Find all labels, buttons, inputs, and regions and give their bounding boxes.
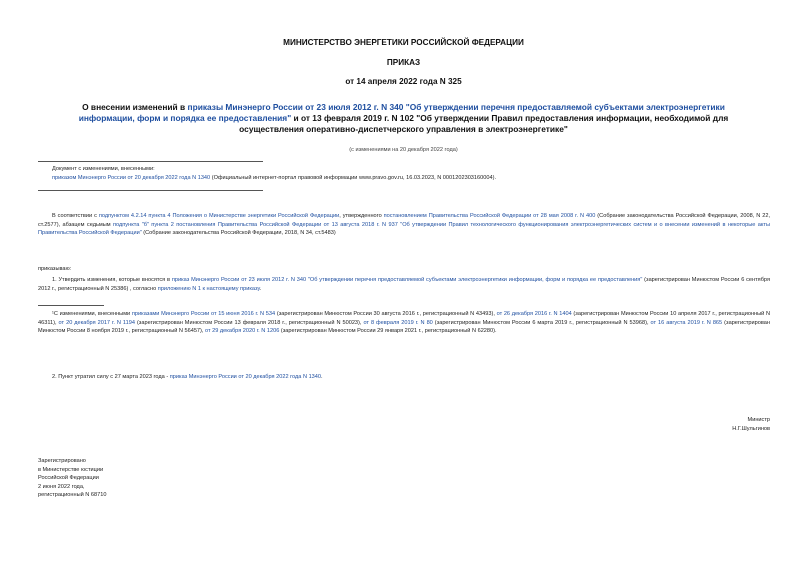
title-text-1: О внесении изменений в	[82, 102, 188, 112]
item-1-text-3: .	[259, 285, 262, 292]
doc-date-heading: от 14 апреля 2022 года N 325	[345, 77, 462, 86]
item-1-text-1: 1. Утвердить изменения, которые вносятся в	[52, 277, 172, 283]
doc-changes-label: Документ с изменениями, внесенными:	[52, 166, 155, 172]
document-title	[55, 102, 752, 135]
item-1-paragraph	[38, 276, 770, 293]
doc-changes-link[interactable]: приказом Минэнерго России от 20 декабря 2022 года N 1340	[52, 174, 211, 181]
item-1-link-appendix[interactable]: приложению N 1 к настоящему приказу	[157, 285, 260, 292]
title-text-2: и от 13 февраля 2019 г. N 102 "Об утверждении Правил предоставления информации, необходимой для осуществления оперативно-диспетчерского управления в электроэнергетике"	[239, 113, 729, 134]
preamble-link-3[interactable]: подпункта "б" пункта 2 постановления Правительства Российской Федерации от 13 августа 2018 г. N 937 "Об утверждении Правил технологического функционирования электроэнергетических систем и о внесении изменений в некоторые акты Правительства Российской Федерации"	[38, 221, 770, 237]
registration-line-1: Зарегистрировано	[38, 458, 86, 464]
footnote-link-1[interactable]: приказами Минэнерго России от 15 июня 2016 г. N 534	[131, 311, 276, 317]
footnote-mark: ¹	[52, 311, 54, 317]
registration-line-3: Российской Федерации	[38, 475, 99, 482]
preamble-text-2: , утвержденного	[339, 213, 384, 219]
item-2-text-2: .	[321, 374, 323, 380]
footnote-divider	[38, 305, 104, 306]
doc-changes-rest: (Официальный интернет-портал правовой информации www.pravo.gov.ru, 16.03.2023, N 0001202303160004).	[210, 174, 496, 181]
item-1-text-2: (зарегистрирован Минюстом России 6 сентября 2012 г., регистрационный N 25386) , согласно	[38, 277, 770, 292]
order-word: приказываю:	[38, 266, 72, 272]
footnote-text-3: (зарегистрирован Минюстом России 10 апреля 2017 г., регистрационный N 46311),	[38, 311, 770, 326]
footnote-paragraph	[38, 310, 770, 336]
item-2-paragraph	[52, 373, 770, 382]
title-link-orders[interactable]: приказы Минэнерго России от 23 июля 2012 г. N 340 "Об утверждении перечня предоставляемой субъектами электроэнергетики информации, форм и порядка ее предоставления"	[78, 102, 725, 123]
footnote-text-6: (зарегистрирован Минюстом России 8 ноября 2019 г., регистрационный N 56457),	[38, 319, 771, 335]
item-2-text-1: 2. Пункт утратил силу с 27 марта 2023 года -	[52, 374, 170, 380]
changes-note: (с изменениями на 20 декабря 2022 года)	[349, 147, 458, 153]
doc-changes-block	[52, 165, 752, 182]
preamble-link-2[interactable]: постановлением Правительства Российской Федерации от 28 мая 2008 г. N 400	[383, 213, 596, 219]
doc-type-heading: ПРИКАЗ	[386, 58, 421, 67]
footnote-link-6[interactable]: от 29 декабря 2020 г. N 1206	[205, 328, 280, 335]
footnote-text-5: (зарегистрирован Минюстом России 6 марта 2019 г., регистрационный N 53968),	[432, 319, 651, 326]
signature-block	[600, 416, 770, 433]
signature-position: Министр	[747, 417, 770, 423]
footnote-text-4: (зарегистрирован Минюстом России 13 февраля 2018 г., регистрационный N 50023),	[134, 319, 364, 326]
footnote-link-2[interactable]: от 26 декабря 2016 г. N 1404	[496, 311, 572, 317]
footnote-text-2: (зарегистрирован Минюстом России 30 августа 2016 г., регистрационный N 43493),	[275, 311, 497, 317]
preamble-paragraph	[38, 212, 770, 238]
item-1-link-order[interactable]: приказ Минэнерго России от 23 июля 2012 г. N 340 "Об утверждении перечня предоставляемой субъектами электроэнергетики информации, форм и порядка ее предоставления"	[171, 277, 643, 283]
registration-line-5: регистрационный N 68710	[38, 492, 107, 499]
registration-line-4: 2 июня 2022 года,	[38, 483, 85, 490]
signature-name: Н.Г.Шульгинов	[732, 425, 770, 432]
preamble-link-1[interactable]: подпунктом 4.2.14 пункта 4 Положения о Министерстве энергетики Российской Федерации	[98, 213, 340, 219]
preamble-text-1: В соответствии с	[52, 213, 99, 219]
divider-bottom	[38, 190, 263, 191]
footnote-text-7: (зарегистрирован Минюстом России 29 января 2021 г., регистрационный N 62280).	[279, 328, 497, 335]
footnote-text-1: С изменениями, внесенными	[53, 311, 132, 317]
preamble-text-3: (Собрание законодательства Российской Федерации, 2008, N 22, ст.2577), абзацем седьмым	[38, 213, 771, 228]
item-2-link[interactable]: приказ Минэнерго России от 20 декабря 2022 года N 1340	[169, 374, 322, 380]
registration-line-2: в Министерстве юстиции	[38, 466, 104, 473]
footnote-link-5[interactable]: от 16 августа 2019 г. N 865	[650, 319, 723, 326]
footnote-link-3[interactable]: от 20 декабря 2017 г. N 1194	[58, 319, 135, 326]
doc-changes-line	[52, 174, 752, 183]
registration-block	[38, 457, 238, 500]
divider-top	[38, 161, 263, 162]
ministry-heading: МИНИСТЕРСТВО ЭНЕРГЕТИКИ РОССИЙСКОЙ ФЕДЕРАЦИИ	[283, 38, 524, 47]
preamble-text-4: (Собрание законодательства Российской Федерации, 2018, N 34, ст.5483)	[141, 230, 336, 237]
footnote-link-4[interactable]: от 8 февраля 2019 г. N 80	[363, 319, 433, 326]
